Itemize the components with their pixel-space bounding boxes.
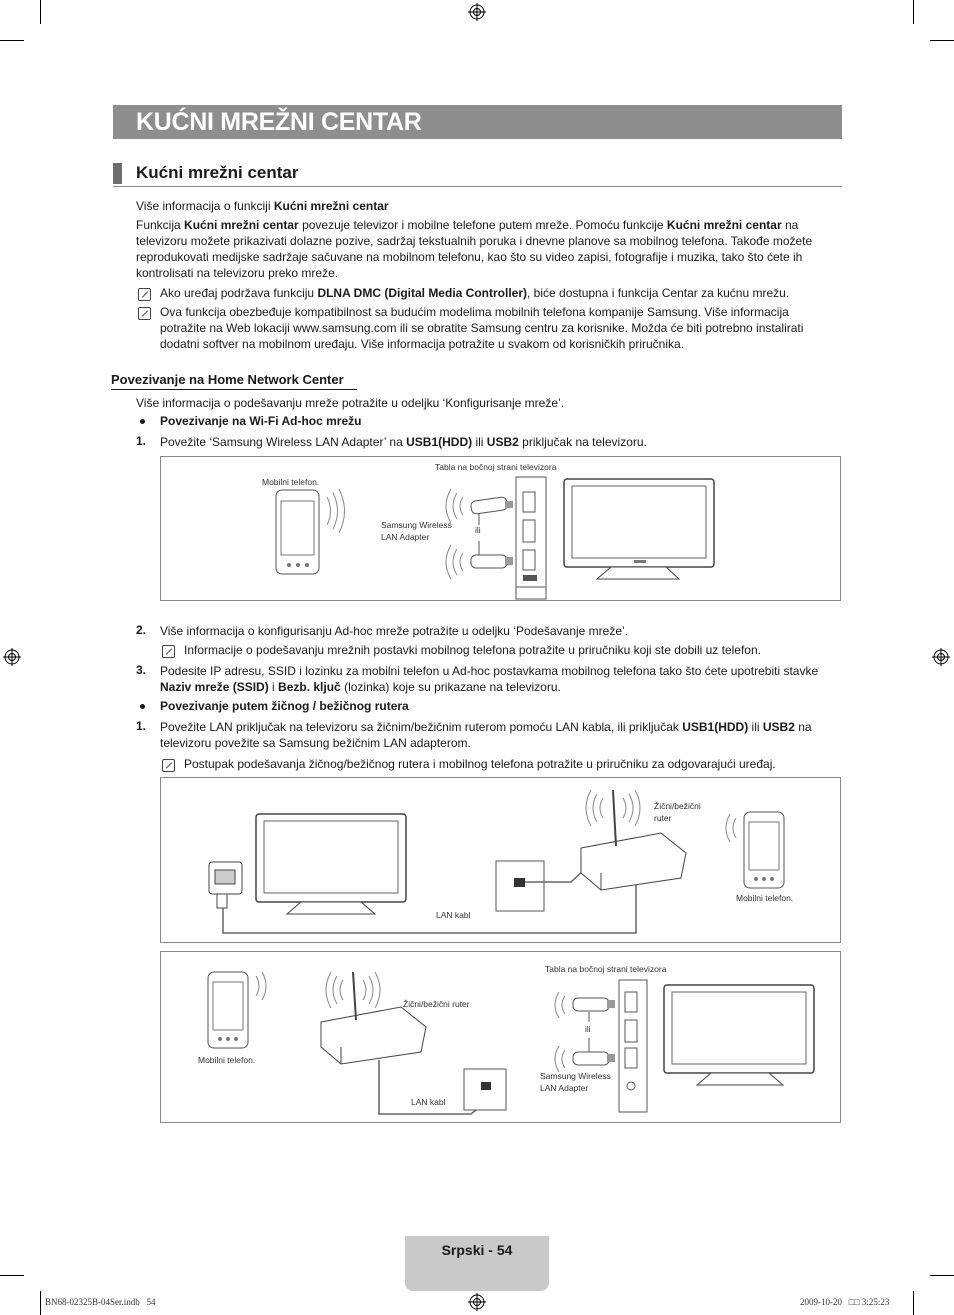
television-icon (664, 985, 814, 1085)
subsection-more-info: Više informacija o podešavanju mreže potražite u odeljku ‘Konfigurisanje mreže’. (136, 396, 565, 410)
phone-label: Mobilni telefon. (262, 477, 320, 487)
tv-side-panel-icon (516, 477, 546, 599)
note-icon (162, 759, 175, 772)
wall-socket-icon (464, 1069, 506, 1110)
or-label: ili (475, 525, 481, 535)
crop-mark (40, 0, 41, 24)
bullet (140, 704, 145, 709)
phone-label: Mobilni telefon. (736, 893, 794, 903)
crop-mark (930, 1275, 954, 1276)
crop-mark (930, 40, 954, 41)
phone-label: Mobilni telefon. (198, 1055, 256, 1065)
mobile-phone-icon (276, 489, 345, 574)
lan-port-icon (209, 862, 242, 908)
footer-file-name: BN68-02325B-04Ser.indb 54 (45, 1297, 156, 1307)
note-text: Postupak podešavanja žičnog/bežičnog rutera i mobilnog telefona potražite u priručniku za odgovarajući uređaj. (184, 757, 776, 771)
registration-mark-icon (468, 1293, 486, 1311)
step-text: Podesite IP adresu, SSID i lozinku za mobilni telefon u Ad-hoc postavkama mobilnog telefona tako što ćete upotrebiti stavke Naziv mreže (SSID) i Bezb. ključ (lozinka) koje su prikazane na televizoru. (160, 664, 819, 694)
crop-mark (0, 40, 24, 41)
adapter-label: Samsung Wireless LAN Adapter (381, 520, 452, 542)
bullet-text: Povezivanje putem žičnog / bežičnog rutera (160, 699, 409, 713)
intro-line: reprodukovati medijske sadržaje sačuvane na mobilnom telefonu, kao što su video zapisi, fotografije i muzika, tako što ćete ih (136, 250, 803, 264)
step-text: Povežite LAN priključak na televizoru sa žičnim/bežičnim ruterom pomoću LAN kabla, ili priključak USB1(HDD) ili USB2 na televizoru povežite sa Samsung bežičnim LAN adapterom. (160, 720, 812, 750)
crop-mark (40, 1291, 41, 1315)
crop-mark (913, 1291, 914, 1315)
mobile-phone-icon (726, 812, 784, 888)
router-icon (581, 790, 686, 890)
note-icon (138, 288, 151, 301)
intro-line: televizoru možete prikazivati dolazne pozive, sadržaj tekstualnih poruka i dnevne planove sa mobilnog telefona. Takođe možete (136, 234, 813, 248)
note-text: Informacije o podešavanju mrežnih postavki mobilnog telefona potražite u priručniku koji ste dobili uz telefon. (184, 643, 761, 657)
intro-paragraph (136, 217, 836, 281)
page-title-bar (113, 105, 842, 139)
tv-side-panel-icon (619, 980, 647, 1112)
registration-mark-icon (932, 648, 950, 666)
panel-label: Tabla na bočnoj strani televizora (545, 964, 667, 974)
intro-line: Funkcija Kućni mrežni centar povezuje televizor i mobilne telefone putem mreže. Pomoću funkcije Kućni mrežni centar na (136, 218, 799, 232)
note-text: Ova funkcija obezbeđuje kompatibilnost sa budućim modelima mobilnih telefona kompanije Samsung. Više informacija potražite na Web lokaciji www.samsung.com ili se obratite Samsung centru za korisnike. Možda će biti potrebno instalirati dodatni softver na mobilnom uređaju. Više informacija potražite u svakom od korisničkih priručnika. (160, 305, 804, 351)
more-info-line: Više informacija o funkciji Kućni mrežni centar (136, 199, 389, 213)
subsection-underline (111, 389, 357, 390)
section-title: Kućni mrežni centar (136, 163, 299, 182)
step-number: 1. (136, 719, 147, 733)
step-text: Povežite ‘Samsung Wireless LAN Adapter’ na USB1(HDD) ili USB2 priključak na televizoru. (160, 435, 647, 449)
or-label: ili (585, 1024, 591, 1034)
panel-label: Tabla na bočnoj strani televizora (435, 462, 557, 472)
bullet-text: Povezivanje na Wi-Fi Ad-hoc mrežu (160, 414, 362, 428)
wireless-illustration (161, 952, 840, 1122)
router-icon (321, 972, 426, 1064)
page-title: KUĆNI MREŽNI CENTAR (136, 108, 422, 136)
footer-timestamp: 2009-10-20 □□ 3:25:23 (800, 1297, 890, 1307)
router-label: Žični/bežični ruter (654, 801, 701, 823)
registration-mark-icon (468, 3, 486, 21)
mobile-phone-icon (208, 972, 266, 1048)
step-text: Više informacija o konfigurisanju Ad-hoc mreže potražite u odeljku ‘Podešavanje mreže’. (160, 624, 629, 638)
lan-illustration (161, 778, 840, 942)
step-number: 2. (136, 623, 147, 637)
subsection-title: Povezivanje na Home Network Center (111, 372, 344, 387)
page-number-tab (405, 1236, 549, 1291)
step-number: 3. (136, 663, 147, 677)
section-marker (113, 163, 122, 184)
adapter-label: Samsung Wireless LAN Adapter (540, 1071, 611, 1093)
step-number: 1. (136, 434, 147, 448)
router-label: Žični/bežični ruter (403, 999, 470, 1009)
bullet (140, 419, 145, 424)
note-icon (162, 645, 175, 658)
page-number: Srpski - 54 (441, 1242, 513, 1258)
lan-cable-label: LAN kabl (411, 1097, 446, 1107)
diagram-adhoc-connection (160, 456, 841, 601)
note-text: Ako uređaj podržava funkciju DLNA DMC (Digital Media Controller), biće dostupna i funkcija Centar za kućnu mrežu. (160, 286, 790, 300)
crop-mark (0, 1275, 24, 1276)
registration-mark-icon (3, 648, 21, 666)
television-icon (564, 479, 714, 579)
crop-mark (913, 0, 914, 24)
intro-line: kontrolisati na televizoru preko mreže. (136, 266, 339, 280)
diagram-lan-router-connection (160, 777, 841, 943)
section-divider (113, 186, 842, 187)
lan-cable-label: LAN kabl (436, 910, 471, 920)
note-icon (138, 307, 151, 320)
adhoc-illustration (161, 457, 840, 600)
television-icon (256, 814, 406, 914)
diagram-wireless-router-connection (160, 951, 841, 1123)
wall-socket-icon (496, 861, 586, 911)
